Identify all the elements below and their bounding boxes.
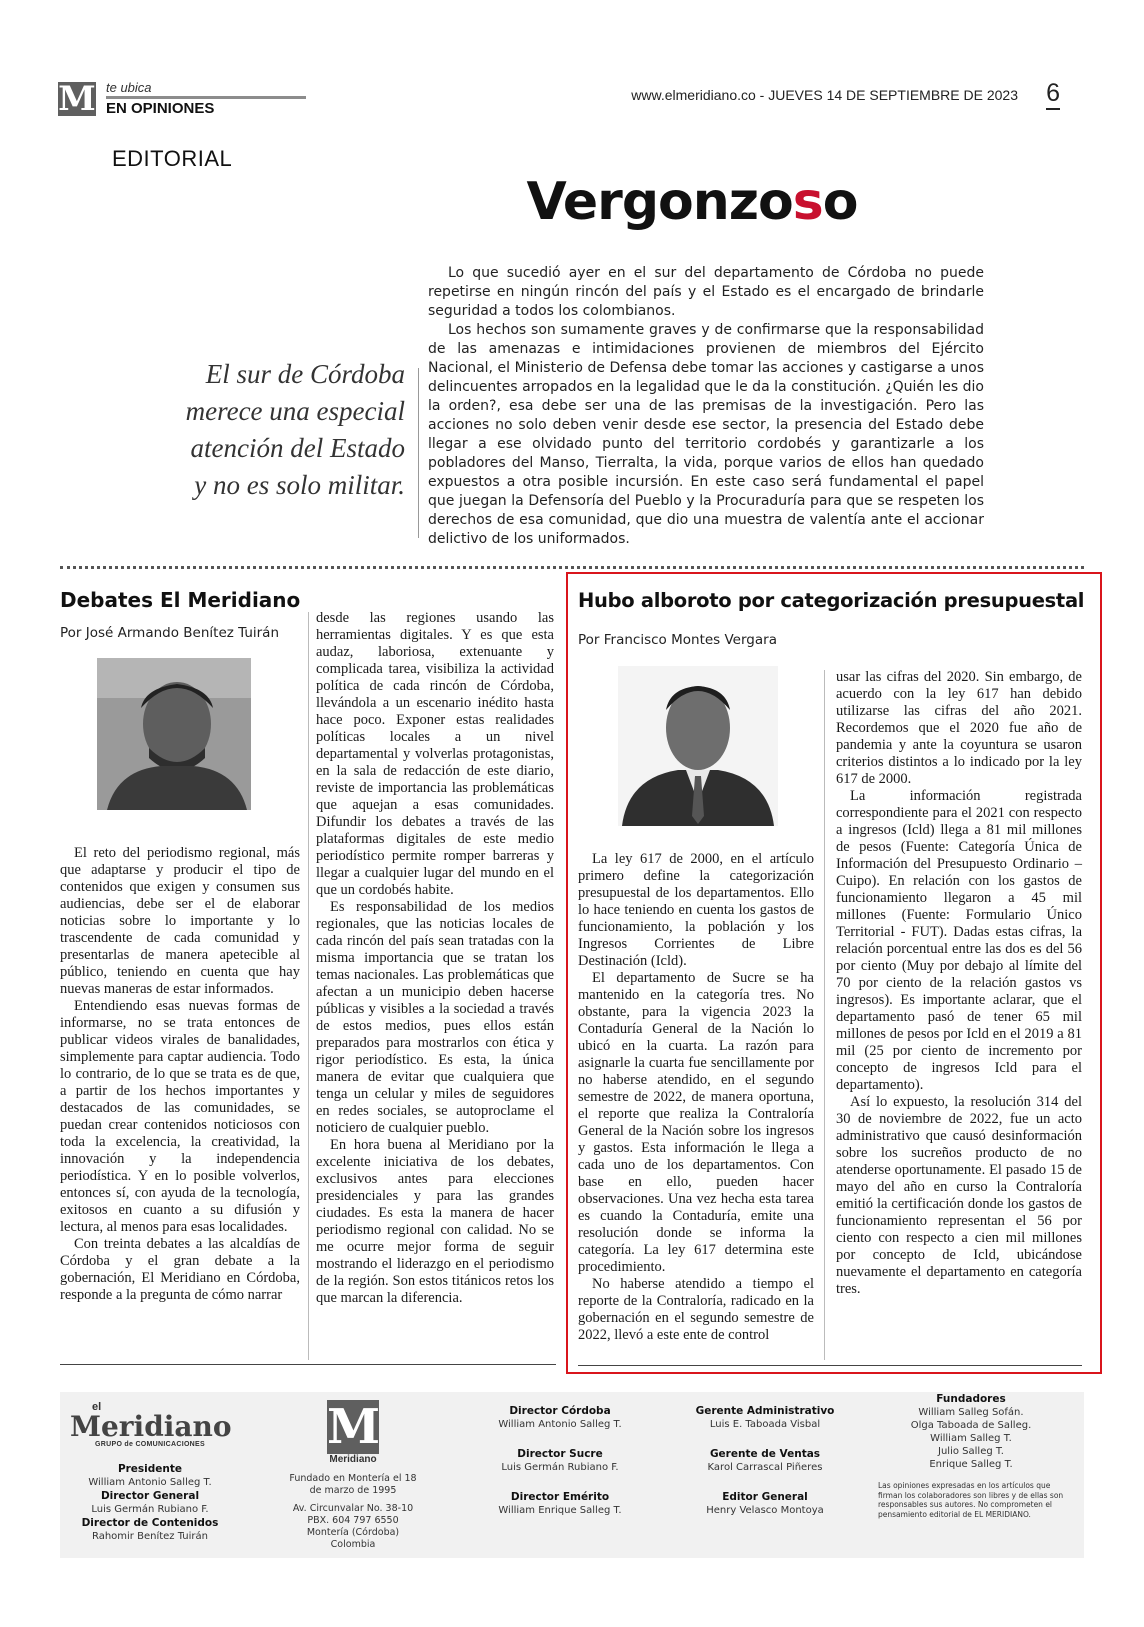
brand-logo-word: Meridiano	[70, 1410, 232, 1443]
header-rule	[106, 96, 306, 99]
dateline: www.elmeridiano.co - JUEVES 14 DE SEPTIEMBRE DE 2023	[631, 87, 1018, 103]
editorial-pullquote: El sur de Córdoba merece una especial atención del Estado y no es solo militar.	[185, 359, 405, 500]
fundador-name: William Salleg Sofán.	[918, 1407, 1024, 1418]
director-sucre-name: Luis Germán Rubiano F.	[501, 1462, 619, 1473]
column-divider	[308, 612, 309, 1360]
header-tagline: te ubica	[106, 80, 152, 95]
director-sucre-role: Director Sucre	[517, 1448, 603, 1460]
article-paragraph: Es responsabilidad de los medios regionales, que las noticias locales de cada rincón del país sean tratadas con la misma importancia que se tratan los temas nacionales. Las problemáticas que afectan a un municipio deben hacerse públicas y visibles a la sociedad a través de estos medios, pues ellos están preparados para mostrarlos con ética y rigor periodístico. Es esta, la única manera de evitar que cualquiera que tenga un celular y miles de seguidores en redes sociales, se autoproclame el noticiero de cualquier pueblo.	[316, 899, 554, 1136]
editorial-kicker: EDITORIAL	[112, 146, 233, 171]
director-contenidos-name: Rahomir Benítez Tuirán	[91, 1531, 209, 1542]
director-cordoba-role: Director Córdoba	[509, 1405, 611, 1417]
dotted-separator	[60, 566, 1084, 569]
editorial-body	[428, 264, 984, 549]
headline-part-2: o	[822, 172, 858, 232]
article-paragraph: No haberse atendido a tiempo el reporte de la Contraloría, radicado en la gobernación en el segundo semestre de 2022, llevó a este ente de control	[578, 1276, 814, 1343]
director-emerito-name: William Enrique Salleg T.	[498, 1505, 622, 1516]
right-article-title: Hubo alboroto por categorización presupuestal	[578, 589, 1085, 612]
headline-accent-letter: s	[792, 172, 823, 232]
article-paragraph: Entendiendo esas nuevas formas de informarse, no se trata entonces de publicar videos virales de banalidades, simplemente para captar audiencia. Todo lo contrario, de lo que se trata es de que, a partir de los hechos importantes y destacados de las comunidades, se puedan crear contenidos noticiosos con toda la excelencia, la creatividad, la innovación y la independencia periodística. Y en lo posible volverlos, entonces sí, con ayuda de la tecnología, exitosos en cuanto a su difusión y lectura, al menos para esas localidades.	[60, 998, 300, 1235]
masthead-footer	[60, 1392, 1084, 1558]
left-article-bottom-rule	[60, 1364, 556, 1365]
article-paragraph: La información registrada correspondiente para el 2021 con respecto a ingresos (Icld) llega a 81 mil millones de pesos (Fuente: Categoría Única de Información del Presupuesto Ordinario – Cuipo). En relación con los gastos de funcionamiento llegaron a 45 mil millones (Fuente: Formulario Único Territorial - FUT). Dadas estas cifras, la relación porcentual entre las dos es del 56 por ciento (Muy por debajo al límite del 70 por ciento de la relación gastos vs ingresos). Es importante aclarar, que el departamento pasó de tener 65 mil millones de pesos por Icld en el 2019 a 81 mil (25 por ciento de incremento por concepto de ingresos Icld para el departamento).	[836, 788, 1082, 1093]
director-contenidos-role: Director de Contenidos	[81, 1517, 219, 1529]
gerente-ventas-role: Gerente de Ventas	[709, 1448, 821, 1460]
presidente-name: William Antonio Salleg T.	[88, 1477, 212, 1488]
article-paragraph: La ley 617 de 2000, en el artículo primero define la categorización presupuestal de los departamentos. Ello lo hace teniendo en cuenta los gastos de funcionamiento, la población y los Ingresos Corrientes de Libre Destinación (Icld).	[578, 851, 814, 969]
left-article-byline: Por José Armando Benítez Tuirán	[60, 625, 280, 641]
column-divider	[824, 670, 825, 1360]
section-logo: M	[58, 79, 96, 119]
author-photo-right	[618, 666, 778, 826]
page-number: 6	[1046, 78, 1060, 110]
masthead-founders	[878, 1392, 1064, 1519]
author-portrait-left	[97, 658, 251, 810]
fundador-name: Olga Taboada de Salleg.	[910, 1420, 1032, 1431]
right-article-bottom-rule	[578, 1365, 1082, 1366]
article-paragraph: El departamento de Sucre se ha mantenido en la categoría tres. No obstante, para la vigencia 2023 la Contaduría General de la Nación lo ubicó en la cuarta. La razón para asignarle la cuarta fue sencillamente por no haberse atendido, en el segundo semestre de 2022, de manera oportuna, el reporte que realiza la Contraloría General de la Nación sobre los ingresos y gastos. Esta información le llega a cada uno de los departamentos. Con base en ello, pueden hacer observaciones. Una vez hecha esta tarea es cuando la Contaduría, emite una resolución donde se informa la categoría. La ley 617 determina este procedimiento.	[578, 970, 814, 1275]
director-cordoba-name: William Antonio Salleg T.	[498, 1419, 622, 1430]
fundador-name: William Salleg T.	[930, 1433, 1012, 1444]
m-logo-word: Meridiano	[329, 1454, 377, 1465]
fundadores-role: Fundadores	[936, 1393, 1006, 1405]
city-text: Montería (Córdoba) Colombia	[306, 1527, 400, 1550]
director-general-name: Luis Germán Rubiano F.	[91, 1504, 209, 1515]
director-emerito-role: Director Emérito	[510, 1491, 610, 1503]
opinion-disclaimer: Las opiniones expresadas en los artículos que firman los colaboradores son libres y de ellas son responsables sus autores. No comprometen el pensamiento editorial de EL MERIDIANO.	[878, 1481, 1064, 1519]
article-paragraph: Así lo expuesto, la resolución 314 del 30 de noviembre de 2022, fue un acto administrativo que causó desinformación sobre los sucreños producto de no atenderse oportunamente. El pasado 15 de mayo del año en curso la Contraloría emitió la certificación donde los gastos de funcionamiento representan el 56 por ciento con respecto a cien mil millones por concepto de Icld, ubicándose nuevamente el departamento en categoría tres.	[836, 1094, 1082, 1297]
article-paragraph: En hora buena al Meridiano por la excelente iniciativa de los debates, exclusivos antes para elecciones presidenciales y para las grandes ciudades. Es esta la manera de hacer periodismo regional con calidad. No se me ocurre mejor forma de seguir mostrando el liderazgo en el periodismo de la región. Son estos titánicos retos los que marcan la diferencia.	[316, 1137, 554, 1306]
fundador-name: Julio Salleg T.	[938, 1446, 1004, 1457]
brand-logo-el: el	[92, 1401, 102, 1413]
fundador-name: Enrique Salleg T.	[929, 1459, 1013, 1470]
editorial-headline	[0, 172, 1144, 232]
right-article-byline: Por Francisco Montes Vergara	[578, 632, 777, 648]
masthead-directors	[480, 1404, 640, 1523]
left-article-column-2	[316, 610, 554, 1307]
article-paragraph: usar las cifras del 2020. Sin embargo, de acuerdo con la ley 617 han debido utilizarse las cifras del año 2021. Recordemos que el 2020 fue año de pandemia y ante la coyuntura se usaron criterios distintos a lo indicado por la ley 617 de 2000.	[836, 669, 1082, 787]
masthead-brand	[70, 1402, 230, 1549]
presidente-role: Presidente	[117, 1463, 183, 1475]
section-name: EN OPINIONES	[106, 100, 215, 117]
author-photo-left	[97, 658, 251, 810]
masthead-founding	[288, 1400, 418, 1551]
pullquote-divider	[418, 368, 419, 538]
brand-logo-group: GRUPO de COMUNICACIONES	[95, 1441, 205, 1448]
editorial-paragraph: Lo que sucedió ayer en el sur del departamento de Córdoba no puede repetirse en ningún rincón del país y el Estado es el encargado de brindarle seguridad a todos los colombianos.	[428, 265, 984, 319]
right-article-column-2	[836, 669, 1082, 1298]
right-article-column-1	[578, 851, 814, 1344]
left-article-column-1	[60, 845, 300, 1304]
editorial-paragraph: Los hechos son sumamente graves y de confirmarse que la responsabilidad de las amenazas e intimidaciones provienen de miembros del Ejército Nacional, el Ministerio de Defensa debe tomar las acciones y castigarse a unos delincuentes arropados en la legalidad que le da la constitución. ¿Quién les dio la orden?, esa debe ser una de las premisas de la investigación. Pero las acciones no solo deben venir desde ese sector, la presencia del Estado debe llegar a ese olvidado punto del territorio cordobés y garantizarle a los pobladores del Manso, Tierralta, la vida, porque varios de ellos han quedado expuestos a otra posible incursión. En este caso será fundamental el papel que juegan la Defensoría del Pueblo y la Procuraduría para que se respeten los derechos de esa comunidad, que dio una muestra de valentía ante el accionar delictivo de los uniformados.	[428, 322, 984, 547]
gerente-administrativo-name: Luis E. Taboada Visbal	[709, 1419, 821, 1430]
article-paragraph: desde las regiones usando las herramientas digitales. Y es que esta audaz, laboriosa, extenuante y complicada tarea, visibiliza la actividad política de cada rincón de Córdoba, llevándola a un escenario inédito hasta hace poco. Exponer estas realidades políticas locales a un nivel departamental y volverlas protagonistas, en la sala de redacción de este diario, reviste de importancia las problemáticas que aquejan a esas comunidades. Difundir los debates a través de las plataformas digitales de este medio periodístico permite romper barreras y llegar a cualquier lugar del mundo en el que un cordobés habite.	[316, 610, 554, 898]
left-article-title: Debates El Meridiano	[60, 588, 301, 612]
gerente-ventas-name: Karol Carrascal Piñeres	[707, 1462, 823, 1473]
author-portrait-right	[618, 666, 778, 826]
headline-part-1: Vergonzo	[526, 172, 793, 232]
director-general-role: Director General	[100, 1490, 200, 1502]
masthead-managers	[680, 1404, 850, 1523]
gerente-administrativo-role: Gerente Administrativo	[695, 1405, 835, 1417]
editor-general-role: Editor General	[722, 1491, 808, 1503]
address-text: Av. Circunvalar No. 38-10	[292, 1503, 414, 1514]
article-paragraph: El reto del periodismo regional, más que adaptarse y producir el tipo de contenidos que exigen y consumen sus audiencias, debe ser el de elaborar noticias sobre lo importante y lo trascendente de cada comunidad y presentarlas de manera apetecible al público, teniendo en cuenta que hay nuevas maneras de estar informados.	[60, 845, 300, 997]
editor-general-name: Henry Velasco Montoya	[706, 1505, 824, 1516]
founded-text: Fundado en Montería el 18 de marzo de 1995	[289, 1473, 417, 1496]
article-paragraph: Con treinta debates a las alcaldías de Córdoba y el gran debate a la gobernación, El Meridiano en Córdoba, responde a la pregunta de cómo narrar	[60, 1236, 300, 1303]
pbx-text: PBX. 604 797 6550	[307, 1515, 399, 1526]
m-logo: M	[327, 1399, 381, 1455]
